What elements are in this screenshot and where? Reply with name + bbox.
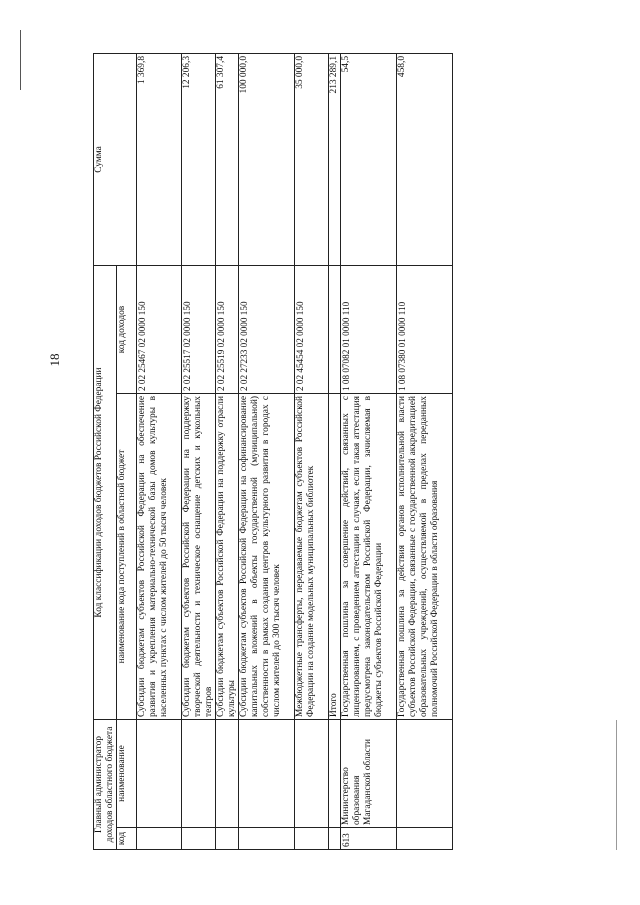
admin-code-cell — [182, 828, 216, 850]
header-admin-code: код — [117, 828, 137, 850]
admin-name-cell — [397, 720, 453, 828]
header-sum: Сумма — [94, 53, 137, 265]
admin-code-cell — [397, 828, 453, 850]
header-classification-group: Код классификации доходов бюджетов Российской Федерации — [94, 265, 117, 719]
admin-name-cell: Министерство образования Магаданской области — [341, 720, 397, 828]
admin-code-cell — [239, 828, 295, 850]
revenue-name-cell: Государственная пошлина за совершение действий, связанных с лицензированием, с проведением аттестации в случаях, если такая аттестация предусмотрена законодательством Российской Федерации, зачисляемая в бюджеты субъектов Российской Федерации — [341, 394, 397, 720]
revenue-code-cell: 1 08 07380 01 0000 110 — [397, 265, 453, 393]
table-row — [239, 53, 295, 849]
admin-name-cell — [182, 720, 216, 828]
header-admin-name: наименование — [117, 720, 137, 828]
scan-edge-mark — [20, 30, 21, 90]
header-revenue-code: код доходов — [117, 265, 137, 393]
header-revenue-name: наименование кода поступлений в областной бюджет — [117, 394, 137, 720]
sum-cell: 61 307,4 — [216, 53, 239, 265]
revenue-code-cell: 2 02 25517 02 0000 150 — [182, 265, 216, 393]
revenue-name-cell: Государственная пошлина за действия органов исполнительной власти субъектов Российской Федерации, связанные с государственной аккредитацией образовательных учреждений, осуществляемой в пределах переданных полномочий Российской Федерации в области образования — [397, 394, 453, 720]
admin-name-cell — [329, 720, 341, 828]
sum-cell: 100 000,0 — [239, 53, 295, 265]
page-number: 18 — [47, 353, 62, 367]
revenue-code-cell: 2 02 45454 02 0000 150 — [295, 265, 329, 393]
admin-name-cell — [295, 720, 329, 828]
rotated-table-frame — [93, 54, 440, 850]
revenue-code-cell: 2 02 25519 02 0000 150 — [216, 265, 239, 393]
revenue-name-cell: Субсидии бюджетам субъектов Российской Федерации на софинансирование капитальных вложений в объекты государственной (муниципальной) собственности в рамках создания центров культурного развития в городах с числом жителей до 300 тысяч человек — [239, 394, 295, 720]
sum-cell: 35 000,0 — [295, 53, 329, 265]
admin-code-cell — [216, 828, 239, 850]
admin-name-cell — [239, 720, 295, 828]
revenue-code-cell: 2 02 25467 02 0000 150 — [137, 265, 182, 393]
table-row — [341, 53, 397, 849]
table-row — [329, 53, 341, 849]
revenue-name-cell: Межбюджетные трансферты, передаваемые бюджетам субъектов Российской Федерации на создание модельных муниципальных библиотек — [295, 394, 329, 720]
revenue-code-cell — [329, 265, 341, 393]
total-label-cell: Итого — [329, 394, 341, 720]
scan-edge-mark — [616, 720, 617, 850]
revenue-name-cell: Субсидии бюджетам субъектов Российской Федерации на поддержку отрасли культуры — [216, 394, 239, 720]
revenue-classification-table — [93, 53, 453, 850]
admin-code-cell — [137, 828, 182, 850]
admin-name-cell — [216, 720, 239, 828]
revenue-code-cell: 2 02 27233 02 0000 150 — [239, 265, 295, 393]
admin-code-cell — [329, 828, 341, 850]
sum-cell: 54,5 — [341, 53, 397, 265]
table-row — [397, 53, 453, 849]
admin-name-cell — [137, 720, 182, 828]
table-row — [216, 53, 239, 849]
revenue-code-cell: 1 08 07082 01 0000 110 — [341, 265, 397, 393]
table-row — [295, 53, 329, 849]
table-row — [182, 53, 216, 849]
table-row — [137, 53, 182, 849]
page-number-box — [47, 340, 62, 380]
revenue-name-cell: Субсидии бюджетам субъектов Российской Федерации на поддержку творческой деятельности и техническое оснащение детских и кукольных театров — [182, 394, 216, 720]
revenue-name-cell: Субсидии бюджетам субъектов Российской Федерации на обеспечение развития и укрепления материально-технической базы домов культуры в населенных пунктах с числом жителей до 50 тысяч человек — [137, 394, 182, 720]
sum-cell: 1 369,8 — [137, 53, 182, 265]
admin-code-cell: 613 — [341, 828, 397, 850]
total-sum-cell: 213 289,1 — [329, 53, 341, 265]
sum-cell: 458,0 — [397, 53, 453, 265]
admin-code-cell — [295, 828, 329, 850]
sum-cell: 12 206,3 — [182, 53, 216, 265]
header-admin-group: Главный администратор доходов областного бюджета — [94, 720, 117, 850]
